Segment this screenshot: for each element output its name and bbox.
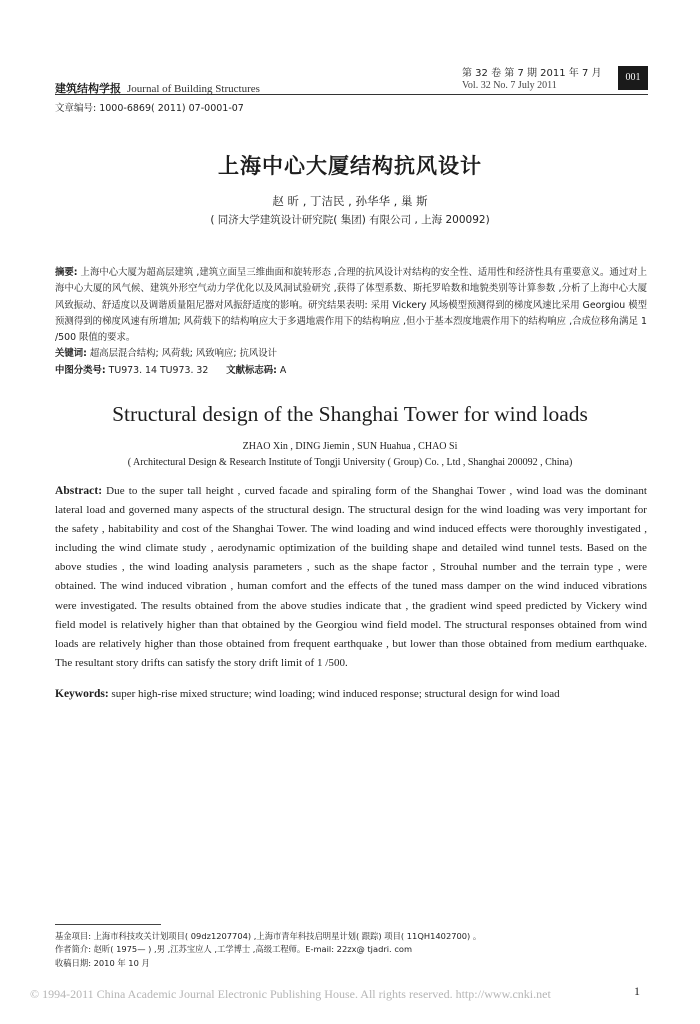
abstract-cn-block (55, 265, 647, 379)
doc-code: A (276, 364, 287, 376)
footnote (55, 930, 647, 970)
keywords-en (55, 688, 647, 700)
journal-name-en: Journal of Building Structures (127, 83, 260, 95)
copyright-watermark: © 1994-2011 China Academic Journal Electronic Publishing House. All rights reserved. http://www.cnki.net (30, 987, 551, 1001)
classification-cn (55, 363, 647, 379)
classification-cn-text: TU973. 14 TU973. 32 (105, 364, 209, 376)
keywords-en-label: Keywords: (55, 688, 109, 700)
keywords-cn-label: 关键词: (55, 348, 87, 360)
abstract-en-text: Due to the super tall height , curved facade and spiraling form of the Shanghai Tower , wind load was the dominant lateral load and governed many aspects of the structural design. The structural design for the wind loading was very important for the safety , habitability and cost of the Shanghai Tower. The wind loading and wind induced effects were thoroughly investigated , including the wind climate study , aerodynamic optimization of the building shape and detailed wind tunnel tests. Based on the above studies , the wind loading analysis parameters , such as the shape factor , Strouhal number and the terrain type , were obtained. The wind induced vibration , human comfort and the effects of the tuned mass damper on the wind induced vibrations were investigated. The results obtained from the above studies indicate that , the gradient wind speed predicted by Vickery wind field model is relatively higher than that obtained by the Georgiou wind field model. The structural responses obtained from wind loads are relatively higher than those obtained from frequent earthquake , but lower than those obtained from medium earthquake. The resultant story drifts can satisfy the story drift limit of 1 /500. (55, 485, 647, 669)
title-en: Structural design of the Shanghai Tower for wind loads (112, 402, 588, 426)
authors-en: ZHAO Xin , DING Jiemin , SUN Huahua , CHAO Si (242, 441, 458, 452)
issue-info (462, 68, 602, 92)
keywords-en-text: super high-rise mixed structure; wind loading; wind induced response; structural design for wind load (108, 688, 560, 700)
page-number: 1 (634, 984, 640, 998)
journal-name-cn: 建筑结构学报 (55, 82, 121, 95)
abstract-cn-text: 上海中心大厦为超高层建筑 ,建筑立面呈三维曲面和旋转形态 ,合理的抗风设计对结构的安全性、适用性和经济性具有重要意义。通过对上海中心大厦的风气候、建筑外形空气动力学优化以及风洞试验研究 ,获得了体型系数、斯托罗哈数和地貌类别等计算参数 ,分析了上海中心大厦风致振动、舒适度以及调谐质量阻尼器对风振舒适度的影响。研究结果表明: 采用 Vickery 风场模型预测得到的梯度风速比采用 Georgiou 模型预测得到的梯度风速有所增加; 风荷载下的结构响应大于多遇地震作用下的结构响应 ,但小于基本烈度地震作用下的结构响应 ,合成位移角满足 1 /500 限值的要求。 (55, 267, 648, 344)
footnote-divider (55, 924, 161, 925)
abstract-cn-label: 摘要: (55, 267, 78, 278)
article-number: 文章编号: 1000-6869( 2011) 07-0001-07 (55, 103, 244, 114)
issue-info-cn: 第 32 卷 第 7 期 2011 年 7 月 (462, 68, 602, 79)
title-cn: 上海中心大厦结构抗风设计 (218, 154, 482, 178)
abstract-cn (55, 265, 647, 346)
doc-code-label: 文献标志码: (226, 364, 277, 376)
header-divider (55, 94, 648, 95)
keywords-cn-text: 超高层混合结构; 风荷载; 风致响应; 抗风设计 (86, 348, 278, 360)
page-tag: 001 (618, 66, 648, 90)
affiliation-cn: ( 同济大学建筑设计研究院( 集团) 有限公司 , 上海 200092) (210, 214, 490, 226)
footnote-received: 收稿日期: 2010 年 10 月 (55, 957, 150, 968)
authors-cn: 赵 昕 , 丁洁民 , 孙华华 , 巢 斯 (272, 194, 428, 208)
keywords-cn (55, 346, 647, 362)
affiliation-en: ( Architectural Design & Research Institute of Tongji University ( Group) Co. , Ltd , Shanghai 200092 , China) (127, 457, 573, 468)
classification-cn-label: 中图分类号: (55, 364, 106, 376)
abstract-en-label: Abstract: (55, 485, 103, 497)
footnote-author: 作者简介: 赵昕( 1975— ) ,男 ,江苏宝应人 ,工学博士 ,高级工程师。E-mail: 22zx@ tjadri. com (55, 944, 413, 955)
issue-info-en: Vol. 32 No. 7 July 2011 (462, 80, 557, 91)
abstract-en (55, 482, 647, 673)
footnote-funding: 基金项目: 上海市科技攻关计划项目( 09dz1207704) ,上海市青年科技启明星计划( 跟踪) 项目( 11QH1402700) 。 (55, 931, 482, 941)
